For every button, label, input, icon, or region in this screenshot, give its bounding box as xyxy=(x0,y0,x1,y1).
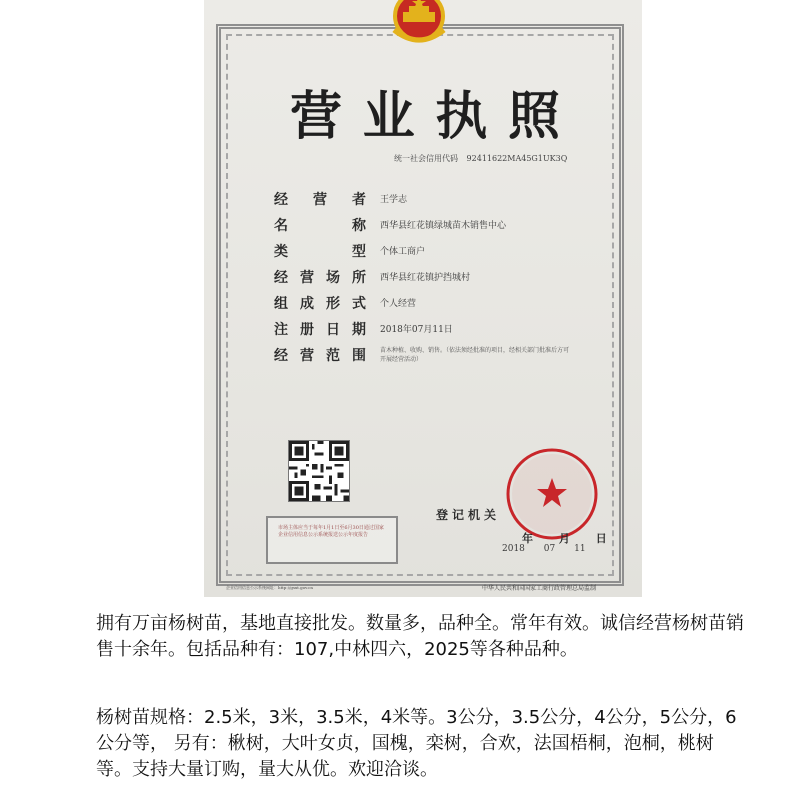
label-char: 营 xyxy=(313,192,327,208)
field-label xyxy=(274,189,366,209)
label-char: 围 xyxy=(352,348,366,364)
field-name xyxy=(274,212,614,238)
date-label: 年 xyxy=(522,532,533,545)
label-char: 型 xyxy=(352,244,366,260)
business-license xyxy=(204,0,642,597)
credit-code-row xyxy=(394,153,567,164)
official-seal-icon xyxy=(504,446,600,542)
label-char: 经 xyxy=(274,348,288,364)
label-char: 范 xyxy=(326,348,340,364)
label-char: 日 xyxy=(326,322,340,338)
title-char: 照 xyxy=(507,86,560,147)
field-value: 王学志 xyxy=(380,195,408,205)
title-char: 营 xyxy=(290,86,343,147)
label-char: 营 xyxy=(300,270,314,286)
field-value: 西华县红花镇绿城苗木销售中心 xyxy=(380,221,507,231)
label-char: 注 xyxy=(274,322,288,338)
label-char: 成 xyxy=(300,296,314,312)
registration-authority: 登记机关 xyxy=(436,508,501,522)
label-char: 类 xyxy=(274,244,288,260)
date-value: 07 xyxy=(543,544,556,554)
label-char: 经 xyxy=(274,270,288,286)
label-char: 者 xyxy=(352,192,366,208)
field-label xyxy=(274,293,366,313)
issue-date-values xyxy=(502,544,602,554)
field-reg-date xyxy=(274,316,614,342)
label-char: 期 xyxy=(352,322,366,338)
credit-code-value: 92411622MA45G1UK3Q xyxy=(466,154,568,163)
label-char: 组 xyxy=(274,296,288,312)
notice-text: 市场主体应当于每年1月1日至6月30日通过国家企业信用信息公示系统报送公示年度报告 xyxy=(278,525,384,538)
field-value: 个体工商户 xyxy=(380,247,426,257)
field-operator xyxy=(274,186,614,212)
date-label: 月 xyxy=(558,532,570,545)
label-char: 所 xyxy=(352,270,366,286)
field-value: 西华县红花镇护挡城村 xyxy=(380,273,471,283)
label-char: 形 xyxy=(326,296,340,312)
business-scope-text: 苗木种植、收购、销售。（依法须经批准的项目，经相关部门批准后方可开展经营活动） xyxy=(380,347,570,363)
title-char: 执 xyxy=(435,86,488,147)
label-char: 册 xyxy=(300,322,314,338)
field-type xyxy=(274,238,614,264)
license-footer-right: 中华人民共和国国家工商行政管理总局监制 xyxy=(482,585,597,592)
field-premises xyxy=(274,264,614,290)
annual-report-notice xyxy=(266,516,398,564)
qr-code-icon xyxy=(288,440,350,502)
label-char: 称 xyxy=(352,218,366,234)
license-photo xyxy=(204,0,642,597)
title-char: 业 xyxy=(362,86,415,147)
label-char: 名 xyxy=(274,218,288,234)
field-value: 2018年07月11日 xyxy=(380,325,453,335)
credit-code-label: 统一社会信用代码 xyxy=(394,154,458,163)
license-fields xyxy=(274,186,614,368)
field-label xyxy=(274,215,366,235)
description-paragraph: 拥有万亩杨树苗，基地直接批发。数量多，品种全。常年有效。诚信经营杨树苗销售十余年。包括品种有：107,中林四六，2025等各种品种。 xyxy=(96,613,744,660)
field-label xyxy=(274,267,366,287)
field-label xyxy=(274,241,366,261)
national-emblem-icon xyxy=(376,0,462,50)
license-title xyxy=(290,74,560,149)
field-form xyxy=(274,290,614,316)
label-char: 经 xyxy=(274,192,288,208)
date-value: 2018 xyxy=(502,544,525,554)
label-char: 式 xyxy=(352,296,366,312)
spec-paragraph: 杨树苗规格：2.5米，3米，3.5米，4米等。3公分，3.5公分，4公分，5公分，6公分等， 另有：楸树，大叶女贞，国槐，栾树，合欢，法国梧桐，泡桐，桃树等。支持大量订购，量大从优。欢迎洽谈。 xyxy=(96,707,737,780)
field-label xyxy=(274,345,366,365)
field-label xyxy=(274,319,366,339)
license-footer-left: 企业信用信息公示系统网址：http://gsxt.gov.cn xyxy=(226,585,313,590)
label-char: 营 xyxy=(300,348,314,364)
field-value: 个人经营 xyxy=(380,299,417,309)
label-char: 场 xyxy=(326,270,340,286)
date-value: 11 xyxy=(574,544,586,554)
date-label: 日 xyxy=(595,532,607,545)
